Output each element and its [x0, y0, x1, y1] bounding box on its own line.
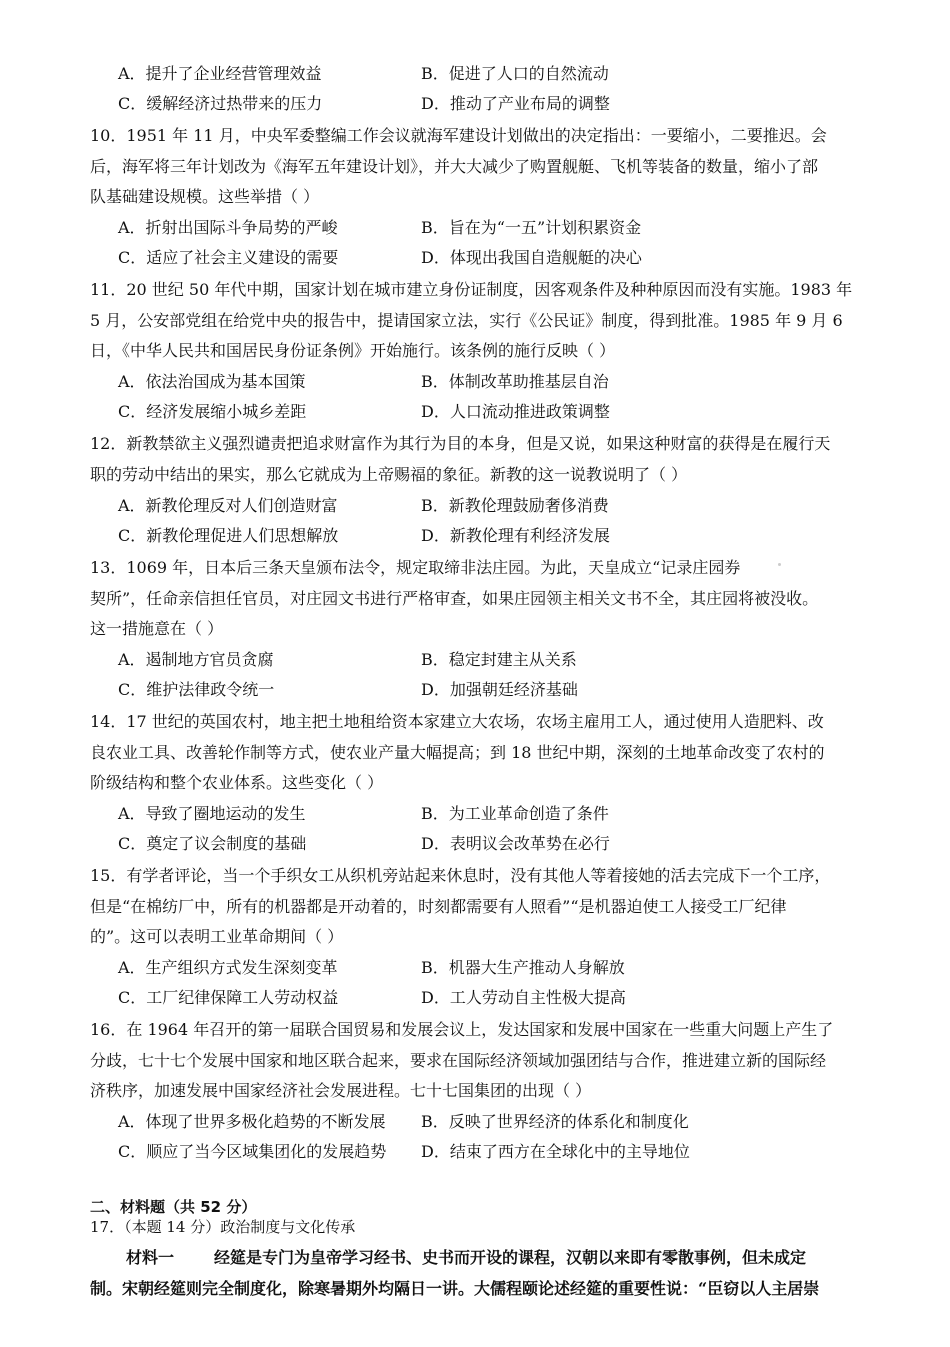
q11-stem-line-1: 11．20 世纪 50 年代中期，国家计划在城市建立身份证制度，因客观条件及种种原因而没有实施。1983 年	[90, 280, 853, 299]
q13-option-d: D．加强朝廷经济基础	[421, 680, 578, 699]
q16-stem-line-1: 16．在 1964 年召开的第一届联合国贸易和发展会议上，发达国家和发展中国家在一些重大问题上产生了	[90, 1020, 834, 1039]
q10-option-d: D．体现出我国自造舰艇的决心	[421, 248, 642, 267]
q16-stem-line-3: 济秩序，加速发展中国家经济社会发展进程。七十七国集团的出现（ ）	[90, 1081, 592, 1100]
q9-option-c: C．缓解经济过热带来的压力	[118, 94, 323, 113]
q16-option-d: D．结束了西方在全球化中的主导地位	[421, 1142, 690, 1161]
q17-material-line-2: 制。宋朝经筵则完全制度化，除寒暑期外均隔日一讲。大儒程颐论述经筵的重要性说：“臣窃以人主居崇	[90, 1279, 820, 1298]
q13-stem-line-3: 这一措施意在（ ）	[90, 619, 224, 638]
q16-option-b: B．反映了世界经济的体系化和制度化	[421, 1112, 689, 1131]
q17-title: 17．（本题 14 分）政治制度与文化传承	[90, 1218, 356, 1236]
section-2-title: 二、材料题（共 52 分）	[90, 1198, 257, 1216]
q12-option-a: A．新教伦理反对人们创造财富	[118, 496, 338, 515]
q15-stem-line-2: 但是“在棉纺厂中，所有的机器都是开动着的，时刻都需要有人照看”“是机器迫使工人接受工厂纪律	[90, 897, 787, 916]
q11-option-b: B．体制改革助推基层自治	[421, 372, 609, 391]
q10-stem-line-2: 后，海军将三年计划改为《海军五年建设计划》，并大大减少了购置舰艇、飞机等装备的数量，缩小了部	[90, 157, 819, 176]
q9-option-b: B．促进了人口的自然流动	[421, 64, 609, 83]
q12-stem-line-1: 12．新教禁欲主义强烈谴责把追求财富作为其行为目的本身，但是又说，如果这种财富的获得是在履行天	[90, 434, 831, 453]
q14-stem-line-1: 14．17 世纪的英国农村，地主把土地租给资本家建立大农场，农场主雇用工人，通过使用人造肥料、改	[90, 712, 824, 731]
q9-option-d: D．推动了产业布局的调整	[421, 94, 610, 113]
q10-option-a: A．折射出国际斗争局势的严峻	[118, 218, 338, 237]
q10-stem-line-3: 队基础建设规模。这些举措（ ）	[90, 187, 320, 206]
q15-option-b: B．机器大生产推动人身解放	[421, 958, 625, 977]
q11-option-d: D．人口流动推进政策调整	[421, 402, 610, 421]
q12-option-d: D．新教伦理有利经济发展	[421, 526, 610, 545]
q15-option-d: D．工人劳动自主性极大提高	[421, 988, 626, 1007]
q12-option-c: C．新教伦理促进人们思想解放	[118, 526, 339, 545]
q12-stem-line-2: 职的劳动中结出的果实，那么它就成为上帝赐福的象征。新教的这一说教说明了（ ）	[90, 465, 688, 484]
scan-artifact-dot	[778, 563, 781, 566]
q14-option-b: B．为工业革命创造了条件	[421, 804, 609, 823]
q15-option-a: A．生产组织方式发生深刻变革	[118, 958, 338, 977]
q10-option-c: C．适应了社会主义建设的需要	[118, 248, 339, 267]
q16-option-a: A．体现了世界多极化趋势的不断发展	[118, 1112, 386, 1131]
q10-stem-line-1: 10．1951 年 11 月，中央军委整编工作会议就海军建设计划做出的决定指出：一要缩小，二要推迟。会	[90, 126, 827, 145]
q11-stem-line-2: 5 月，公安部党组在给党中央的报告中，提请国家立法，实行《公民证》制度，得到批准。1985 年 9 月 6	[90, 311, 843, 330]
q10-option-b: B．旨在为“一五”计划积累资金	[421, 218, 642, 237]
q13-option-a: A．遏制地方官员贪腐	[118, 650, 274, 669]
q15-stem-line-3: 的”。这可以表明工业革命期间（ ）	[90, 927, 344, 946]
q13-option-c: C．维护法律政令统一	[118, 680, 275, 699]
q17-material-line-1	[90, 1248, 880, 1268]
q14-option-a: A．导致了圈地运动的发生	[118, 804, 306, 823]
q14-stem-line-3: 阶级结构和整个农业体系。这些变化（ ）	[90, 773, 384, 792]
q11-option-c: C．经济发展缩小城乡差距	[118, 402, 307, 421]
q14-option-c: C．奠定了议会制度的基础	[118, 834, 307, 853]
q12-option-b: B．新教伦理鼓励奢侈消费	[421, 496, 609, 515]
q16-option-c: C．顺应了当今区域集团化的发展趋势	[118, 1142, 387, 1161]
material-text-1: 经筵是专门为皇帝学习经书、史书而开设的课程，汉朝以来即有零散事例，但未成定	[214, 1248, 807, 1267]
q16-stem-line-2: 分歧，七十七个发展中国家和地区联合起来，要求在国际经济领域加强团结与合作，推进建立新的国际经	[90, 1051, 827, 1070]
q11-option-a: A．依法治国成为基本国策	[118, 372, 306, 391]
q15-stem-line-1: 15．有学者评论，当一个手织女工从织机旁站起来休息时，没有其他人等着接她的活去完成下一个工序，	[90, 866, 831, 885]
q13-option-b: B．稳定封建主从关系	[421, 650, 577, 669]
q14-option-d: D．表明议会改革势在必行	[421, 834, 610, 853]
q9-option-a: A．提升了企业经营管理效益	[118, 64, 322, 83]
q11-stem-line-3: 日，《中华人民共和国居民身份证条例》开始施行。该条例的施行反映（ ）	[90, 341, 616, 360]
q13-stem-line-1: 13．1069 年，日本后三条天皇颁布法令，规定取缔非法庄园。为此，天皇成立“记录庄园券	[90, 558, 741, 577]
q15-option-c: C．工厂纪律保障工人劳动权益	[118, 988, 339, 1007]
q14-stem-line-2: 良农业工具、改善轮作制等方式，使农业产量大幅提高；到 18 世纪中期，深刻的土地革命改变了农村的	[90, 743, 825, 762]
material-label: 材料一	[126, 1248, 175, 1267]
q13-stem-line-2: 契所”，任命亲信担任官员，对庄园文书进行严格审查，如果庄园领主相关文书不全，其庄园将被没收。	[90, 589, 819, 608]
